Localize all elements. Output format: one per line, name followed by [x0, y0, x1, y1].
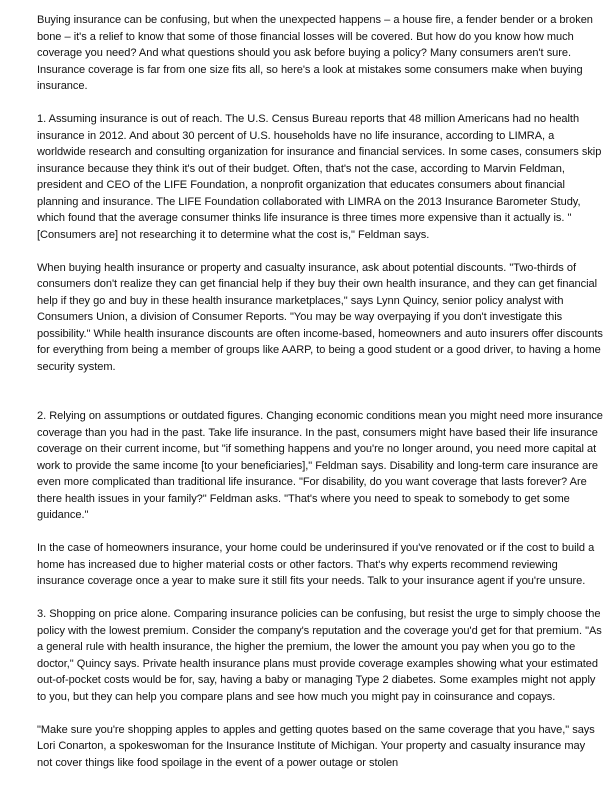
intro-paragraph: Buying insurance can be confusing, but when the unexpected happens – a house fire, a fender bender or a broken bone – it's a relief to know that some of those financial losses will be covered. But how do you know how much coverage you need? And what questions should you ask before buying a policy? Many consumers aren't sure. Insurance coverage is far from one size fits all, so here's a look at mistakes some consumers make when buying insurance.	[37, 14, 593, 92]
section-3-paragraph: 3. Shopping on price alone. Comparing insurance policies can be confusing, but resist the urge to simply choose the policy with the lowest premium. Consider the company's reputation and the coverage you'd get for that premium. "As a general rule with health insurance, the higher the premium, the lower the amount you pay when you go to the doctor," Quincy says. Private health insurance plans must provide coverage examples showing what your estimated out-of-pocket costs would be for, say, having a baby or managing Type 2 diabetes. Some examples might not apply to you, but they can help you compare plans and see how much you might pay in coinsurance and copays.	[37, 608, 602, 703]
discounts-paragraph: When buying health insurance or property and casualty insurance, ask about potential discounts. "Two-thirds of consumers don't realize they can get financial help if they buy their own health insurance, and they can get financial help if they go and buy in these health insurance marketplaces," says Lynn Quincy, senior policy analyst with Consumers Union, a division of Consumer Reports. "You may be way overpaying if you don't investigate this possibility." While health insurance discounts are often income-based, homeowners and auto insurers offer discounts for everything from being a member of groups like AARP, to being a good student or a good driver, to having a home security system.	[37, 261, 603, 373]
section-1-paragraph: 1. Assuming insurance is out of reach. The U.S. Census Bureau reports that 48 million Americans had no health insurance in 2012. And about 30 percent of U.S. households have no life insurance, according to LIMRA, a worldwide research and consulting organization for insurance and financial services. In some cases, consumers skip insurance because they think it's out of their budget. Often, that's not the case, according to Marvin Feldman, president and CEO of the LIFE Foundation, a nonprofit organization that educates consumers about financial planning and insurance. The LIFE Foundation collaborated with LIMRA on the 2013 Insurance Barometer Study, which found that the average consumer thinks life insurance is three times more expensive than it actually is. "[Consumers are] not researching it to determine what the cost is," Feldman says.	[37, 113, 602, 241]
shopping-quote-paragraph: "Make sure you're shopping apples to apples and getting quotes based on the same coverage that you have," says Lori Conarton, a spokeswoman for the Insurance Institute of Michigan. Your property and casualty insurance may not cover things like food spoilage in the event of a power outage or stolen	[37, 723, 595, 769]
homeowners-paragraph: In the case of homeowners insurance, your home could be underinsured if you've renovated or if the cost to build a home has increased due to higher material costs or other factors. That's why experts recommend reviewing insurance coverage once a year to make sure it still fits your needs. Talk to your insurance agent if you're unsure.	[37, 542, 595, 587]
section-2-paragraph: 2. Relying on assumptions or outdated figures. Changing economic conditions mean you might need more insurance coverage than you had in the past. Take life insurance. In the past, consumers might have based their life insurance coverage on their current income, but "if something happens and you're no longer around, you need more capital at work to provide the same income [to your beneficiaries]," Feldman says. Disability and long-term care insurance are even more complicated than traditional life insurance. "For disability, do you want coverage that lasts forever? Are there health issues in your family?" Feldman asks. "That's where you need to speak to somebody to get some guidance."	[37, 410, 603, 521]
document-page	[37, 12, 603, 788]
